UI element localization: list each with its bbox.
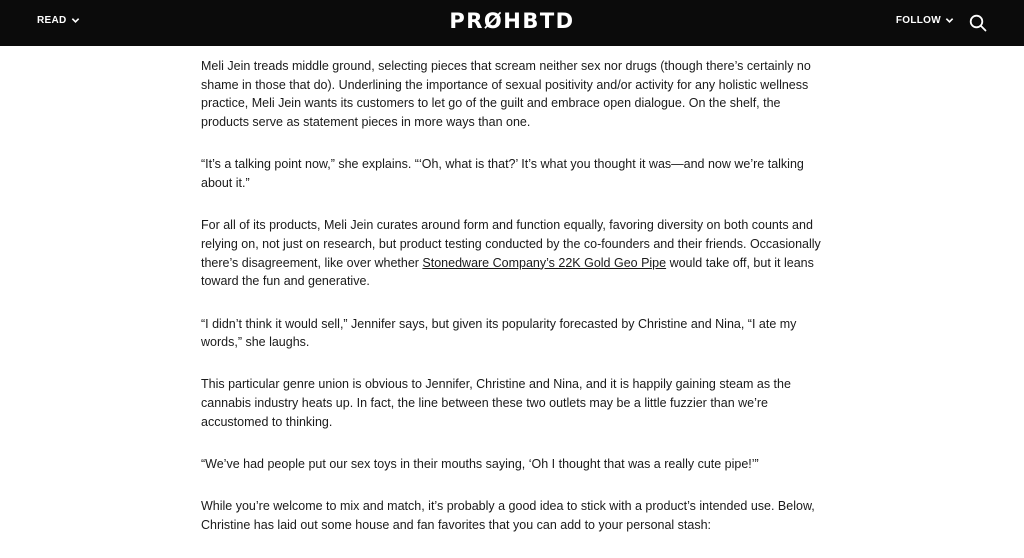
article-quote-paragraph: “It’s a talking point now,” she explains. “‘Oh, what is that?’ It’s what you thought it was—and now we’re talking about it.” (201, 157, 804, 191)
article-paragraph: Meli Jein treads middle ground, selecting pieces that scream neither sex nor drugs (though there’s certainly no shame in those that do). Underlining the importance of sexual positivity and/or activity for any holistic wellness practice, Meli Jein wants its customers to let go of the guilt and embrace open dialogue. On the shelf, the products serve as statement pieces in more ways than one. (201, 59, 811, 130)
article-paragraph: While you’re welcome to mix and match, it’s probably a good idea to stick with a product’s intended use. Below, Christine has laid out some house and fan favorites that you can add to your personal stash: (201, 499, 815, 532)
follow-menu-button[interactable] (896, 15, 954, 26)
search-icon[interactable] (969, 14, 987, 32)
article-quote-paragraph: “We’ve had people put our sex toys in their mouths saying, ‘Oh I thought that was a really cute pipe!’” (201, 457, 759, 472)
article-paragraph: This particular genre union is obvious to Jennifer, Christine and Nina, and it is happily gaining steam as the cannabis industry heats up. In fact, the line between these two outlets may be a little fuzzier than we’re accustomed to thinking. (201, 377, 791, 429)
article-body (201, 57, 826, 558)
follow-label: FOLLOW (895, 15, 941, 26)
read-label: READ (37, 15, 67, 26)
stonedware-pipe-link[interactable]: Stonedware Company’s 22K Gold Geo Pipe (422, 255, 667, 270)
chevron-down-icon (945, 16, 954, 25)
site-logo[interactable]: PRØHBTD (449, 9, 575, 33)
article-paragraph (201, 216, 826, 291)
paragraph-text: For all of its products, Meli Jein curates around form and function equally, favoring diversity on both counts and relying on, not just on research, but product testing conducted by the co-founders and their friends. Occasionally there’s disagreement, like over whether (201, 218, 821, 270)
article-quote-paragraph: “I didn’t think it would sell,” Jennifer says, but given its popularity forecasted by Christine and Nina, “I ate my words,” she laughs. (201, 316, 797, 350)
top-navigation-bar (0, 0, 1024, 46)
paragraph-text: would take off, but it leans toward the fun and generative. (201, 255, 814, 289)
